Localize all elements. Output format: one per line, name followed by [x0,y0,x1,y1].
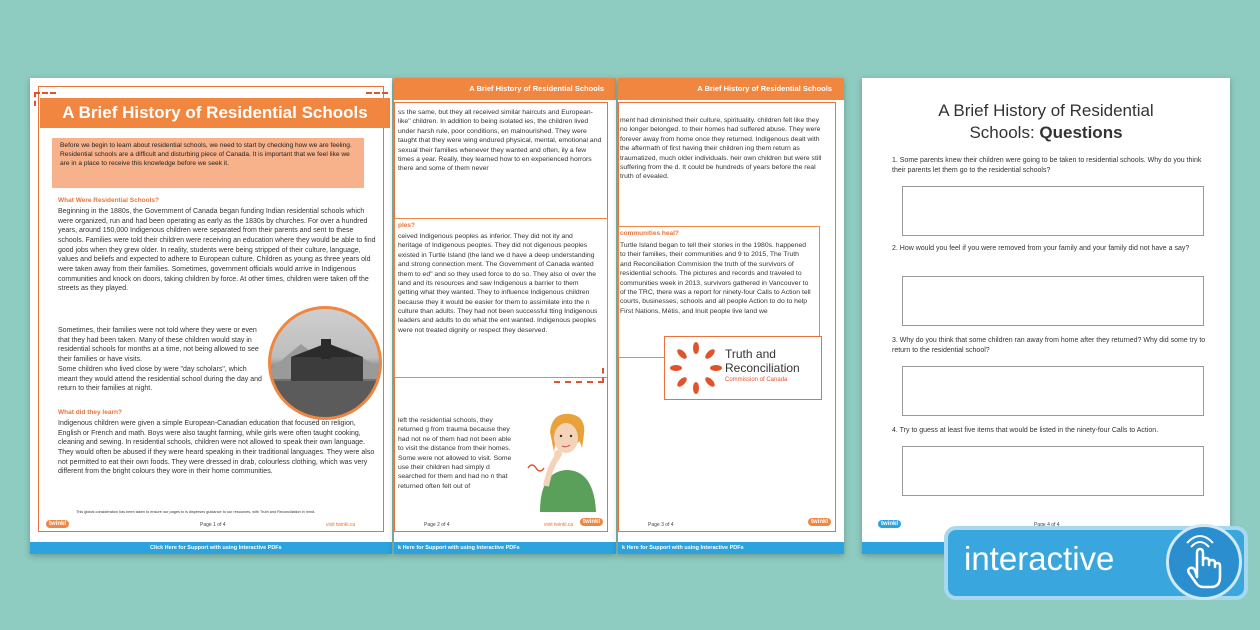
support-link[interactable]: Click Here for Support with using Interactive PDFs [150,545,282,551]
badge-label: interactive [964,540,1115,577]
site-link[interactable]: visit twinkl.ca [544,522,574,528]
answer-field[interactable] [902,446,1204,496]
twinkl-logo: twinkl [808,518,831,526]
page-title: A Brief History of Residential Schools [40,98,390,128]
support-link[interactable]: k Here for Support with using Interactive PDFs [622,545,744,551]
girl-thinking-illustration [520,408,606,512]
twinkl-logo: twinkl [580,518,603,526]
dashed-accent [34,92,56,94]
page-title [862,100,1230,144]
paragraph: ment had diminished their culture, spirituality. children felt like they no longer belonged. to their homes had suffered abuse. They were forever away from home once they returned. Indigenous dealt with the aftermath of first having their children ing them return as traumatized, much older individuals. heir own children but were still suffering from the d. It could be hundreds of years before the real truth of evealed. [620,117,822,181]
title-line [862,122,1230,144]
trc-flame-icon [669,341,723,395]
dashed-accent [34,92,36,106]
answer-field[interactable] [902,366,1204,416]
paragraph: ss the same, but they all received similar haircuts and European-like" children. In addition to being isolated ies, the children lived under harsh rule, poor conditions, en malnourished. They were taught that they were wing endured physical, mental, emotional and sexual their families whenever they wanted and often, ily a few times a year. Really, they learned how to en experienced horrors there and some of them never [398,109,602,173]
answer-field[interactable] [902,186,1204,236]
question: 1. Some parents knew their children were going to be taken to residential schools. Why do you think their parents let them go to the residential schools? [892,157,1202,174]
page-number: Page 2 of 4 [424,522,450,528]
question: 2. How would you feel if you were removed from your family and your family did not have a say? [892,245,1190,252]
hand-pointer-icon [1166,524,1242,600]
support-link[interactable]: k Here for Support with using Interactive PDFs [398,545,520,551]
page-number: Page 3 of 4 [648,522,674,528]
answer-field[interactable] [902,276,1204,326]
page-header: A Brief History of Residential Schools [394,78,616,100]
twinkl-logo: twinkl [46,520,69,528]
dashed-accent [366,92,388,94]
footnote: This global consideration has been taken to ensure our pages to is disperses guidance to our resources, with Truth and Reconciliation in mind. [76,510,316,514]
dashed-accent [602,368,604,383]
section-heading: What did they learn? [58,409,122,416]
paragraph: Beginning in the 1880s, the Government of Canada began funding Indian residential schools which were organized, run and had been operating as early as the 1830s by churches. For over a hundred years, around 150,000 Indigenous children were separated from their parents and sent to these schools. Families were told their children were receiving an education where they would be able to find good jobs when they grew older. In reality, students were being stripped of their culture, language, values and beliefs and expected to adhere to European culture. Children as young as three years old were taken away from their families. Sometimes, government officials would arrive in Indigenous communities and knock on doors, taking children by force. At other times, children were taken off the streets as they played. [58,208,376,293]
intro-text: Before we begin to learn about residential schools, we need to start by checking how we are feeling. Residential schools are a difficult and disturbing piece of Canada. It is important that we feel like we are in a place to receive this knowledge before we seek it. [60,142,352,168]
trc-name: Reconciliation [725,361,800,375]
twinkl-logo: twinkl [878,520,901,528]
page-4 [862,78,1230,554]
trc-sub: Commission of Canada [725,377,788,383]
section-heading: communities heal? [620,230,679,237]
page-number: Page 4 of 4 [1034,522,1060,528]
support-bar[interactable] [394,542,616,554]
paragraph: Indigenous children were given a simple European-Canadian education that focused on religion, English or French and math. Boys were also taught farming, while girls were often taught cooking, cleaning and sewing. In residential schools, children were not allowed to speak their own language. They would often be abused if they were heard speaking in their traditional languages. They were also not permitted to eat their own foods. They were dressed in drab, colourless clothing, which was very different from the bright colours they wore in their home communities. [58,420,375,476]
question: 3. Why do you think that some children ran away from home after they returned? Why did some try to return to the residential school? [892,337,1206,354]
section-heading: ples? [398,222,415,229]
site-link[interactable]: visit twinkl.ca [326,522,356,528]
trc-logo [664,336,822,400]
section-heading: What Were Residential Schools? [58,197,160,204]
title-text: Schools: [969,123,1040,143]
title-line: A Brief History of Residential [938,101,1154,120]
support-bar[interactable] [30,542,392,554]
title-emphasis: Questions [1039,123,1123,143]
paragraph: ceived Indigenous peoples as inferior. They did not ity and heritage of Indigenous peoples. They did not digenous peoples existed in Turtle Island (the land we d have a deep understanding and strong connection ment. The Government of Canada wanted them to ed" and so they used force to do so. They also ol over the land and its resources and saw Indigenous a barrier to them getting what they wanted. They to influence Indigenous children because they it would be easier for them to assimilate into the n culture than adults. They had not been successful tting Indigenous leaders and adults to do what the ent wanted. Indigenous peoples were not treated dignity or respect they deserved. [398,233,598,334]
support-bar[interactable] [618,542,844,554]
page-1 [30,78,392,554]
question: 4. Try to guess at least five items that would be listed in the ninety-four Calls to Action. [892,427,1159,434]
paragraph: Some children who lived close by were "day scholars", which meant they would attend the residential school during the day and return to their families at night. [58,366,262,393]
school-photo [268,306,382,420]
trc-name: Truth and [725,347,776,361]
page-number: Page 1 of 4 [200,522,226,528]
paragraph: Turtle Island began to tell their stories in the 1980s. happened to their families, their communities and 9 to 2015, The Truth and Reconciliation Commision the truth of the survivors of residential schools. The pictures and records and traveled to communities week in 2013, survivors gathered in Vancouver to of the TRC, there was a report for ninety-four Calls to Action tell courts, businesses, schools and all people Action to do to help First Nations, Métis, and Inuit people live land we [620,242,811,315]
dashed-accent [554,381,604,383]
paragraph: Sometimes, their families were not told where they were or even that they had been taken. Many of these children would stay in residential schools for months at a time, not being allowed to see their families or have visits. [58,327,259,363]
paragraph: left the residential schools, they returned g from trauma because they had not ne of them had not been able to visit the distance from their homes. Some were not allowed to visit. Some use their children had simply d searched for them and had no n that returned often felt out of [398,417,512,490]
page-3 [618,78,844,554]
page-2 [394,78,616,554]
page-header: A Brief History of Residential Schools [618,78,844,100]
interactive-badge[interactable] [948,530,1244,596]
